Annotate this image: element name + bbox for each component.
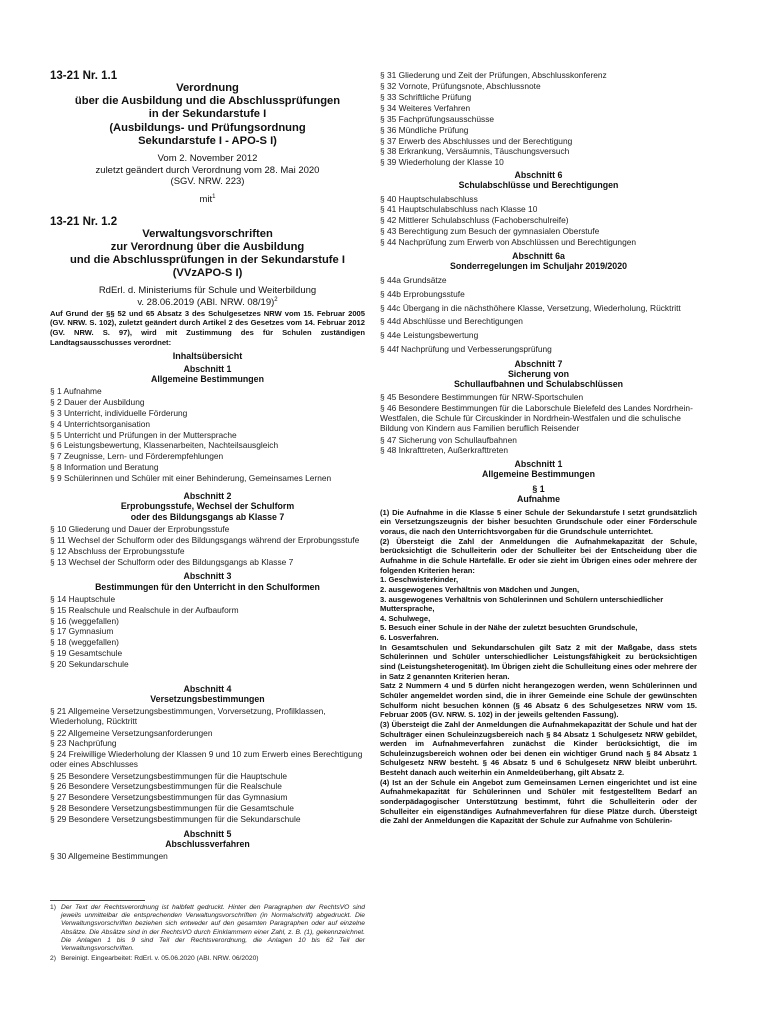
toc-item: § 22 Allgemeine Versetzungsanforderungen	[50, 727, 213, 738]
section-number: Abschnitt 5	[183, 829, 232, 840]
title-line: (Ausbildungs- und Prüfungsordnung	[109, 121, 306, 134]
toc-list	[50, 524, 365, 568]
left-column	[50, 70, 365, 862]
section-title: Allgemeine Bestimmungen	[151, 373, 264, 384]
section-heading	[380, 170, 697, 190]
toc-item: § 20 Sekundarschule	[50, 659, 129, 670]
toc-item: § 37 Erwerb des Abschlusses und der Berechtigung	[380, 135, 573, 146]
section-number: Abschnitt 1	[183, 363, 232, 374]
toc-item: § 9 Schülerinnen und Schüler mit einer Behinderung, Gemeinsames Lernen	[50, 473, 332, 484]
toc-item: § 44c Übergang in die nächsthöhere Klasse, Versetzung, Wiederholung, Rücktritt	[380, 303, 681, 314]
toc-item: § 36 Mündliche Prüfung	[380, 124, 469, 135]
section-title: Abschlussverfahren	[165, 839, 250, 850]
date-line: zuletzt geändert durch Verordnung vom 28. Mai 2020	[95, 164, 320, 176]
title-line: über die Ausbildung und die Abschlussprüfungen	[74, 95, 341, 108]
paragraph-heading	[380, 484, 697, 504]
toc-item: § 44f Nachprüfung und Verbesserungsprüfung	[380, 344, 552, 355]
section-title: oder des Bildungsgangs ab Klasse 7	[130, 511, 285, 522]
section-title: Schulabschlüsse und Berechtigungen	[458, 180, 619, 191]
administrative-title	[50, 228, 365, 281]
decree-info	[50, 285, 365, 308]
toc-item: § 18 (weggefallen)	[50, 637, 119, 648]
regulation-title	[50, 82, 365, 148]
criteria-item: 5. Besuch einer Schule in der Nähe der zuletzt besuchten Grundschule,	[380, 623, 638, 633]
toc-item: § 39 Wiederholung der Klasse 10	[380, 157, 504, 168]
toc-item: § 38 Erkrankung, Versäumnis, Täuschungsversuch	[380, 146, 570, 157]
toc-item: § 30 Allgemeine Bestimmungen	[50, 851, 168, 862]
toc-item: § 6 Leistungsbewertung, Klassenarbeiten, Nachteilsausgleich	[50, 440, 279, 451]
toc-item: § 26 Besondere Versetzungsbestimmungen für die Realschule	[50, 781, 282, 792]
toc-item: § 45 Besondere Bestimmungen für NRW-Sportschulen	[380, 392, 584, 403]
footnote-text: Bereinigt. Eingearbeitet: RdErl. v. 05.06.2020 (ABl. NRW. 06/2020)	[61, 955, 259, 963]
decree-line	[50, 297, 365, 309]
toc-item: § 16 (weggefallen)	[50, 615, 119, 626]
footnote-number: 1)	[50, 904, 56, 911]
title-line: Sekundarstufe I - APO-S I)	[138, 134, 277, 147]
toc-item: § 31 Gliederung und Zeit der Prüfungen, Abschlusskonferenz	[380, 70, 607, 80]
toc-item: § 3 Unterricht, individuelle Förderung	[50, 407, 188, 418]
footnote-ref-2: 2	[274, 297, 278, 304]
decree-line: RdErl. d. Ministeriums für Schule und Weiterbildung	[98, 285, 317, 297]
section-title: Bestimmungen für den Unterricht in den Schulformen	[95, 581, 320, 592]
title-line: und die Abschlussprüfungen in der Sekundarstufe I	[70, 254, 345, 266]
toc-item: § 40 Hauptschulabschluss	[380, 193, 478, 204]
toc-item: § 42 Mittlerer Schulabschluss (Fachoberschulreife)	[380, 215, 569, 226]
toc-item: § 2 Dauer der Ausbildung	[50, 396, 145, 407]
toc-item: § 47 Sicherung von Schullaufbahnen	[380, 434, 517, 445]
title-line: in der Sekundarstufe I	[148, 108, 267, 121]
toc-item: § 7 Zeugnisse, Lern- und Förderempfehlungen	[50, 451, 224, 462]
section-heading	[380, 359, 697, 389]
toc-item: § 23 Nachprüfung	[50, 738, 117, 749]
toc-item: § 27 Besondere Versetzungsbestimmungen für das Gymnasium	[50, 792, 288, 803]
toc-item: § 29 Besondere Versetzungsbestimmungen für die Sekundarschule	[50, 814, 301, 825]
decree-date: v. 28.06.2019 (ABl. NRW. 08/19)	[137, 297, 275, 309]
title-line: Verordnung	[176, 82, 239, 94]
paragraph: In Gesamtschulen und Sekundarschulen gilt Satz 2 mit der Maßgabe, dass stets Schülerinnen und Schüler unterschiedlicher Leistungsfähigkeit zu berücksichtigen sind (Leistungsheterogenität). Im Übrigen zieht die Schulleitung eines oder mehrere der in Satz 2 genannten Kriterien heran.	[380, 642, 697, 681]
paragraph-number: § 1	[532, 483, 545, 494]
section-number: Abschnitt 6a	[512, 251, 565, 262]
regulation-body	[380, 508, 697, 826]
reference-number-1: 13-21 Nr. 1.1	[50, 70, 118, 82]
title-line: zur Verordnung über die Ausbildung	[110, 240, 305, 253]
toc-list	[50, 386, 365, 483]
footnote-ref-1: 1	[212, 193, 216, 200]
toc-item: § 44 Nachprüfung zum Erwerb von Abschlüssen und Berechtigungen	[380, 237, 637, 248]
title-line: (VVzAPO-S I)	[172, 267, 243, 280]
toc-item: § 24 Freiwillige Wiederholung der Klassen 9 und 10 zum Erwerb eines Berechtigung oder eines Abschlusses	[50, 749, 363, 770]
criteria-item: 6. Losverfahren.	[380, 633, 439, 643]
toc-list	[380, 194, 697, 249]
toc-item: § 12 Abschluss der Erprobungsstufe	[50, 545, 185, 556]
section-title: Sicherung von	[507, 369, 570, 380]
criteria-item: 3. ausgewogenes Verhältnis von Schülerinnen und Schülern unterschiedlicher Muttersprache,	[380, 594, 664, 614]
toc-list	[50, 594, 365, 670]
section-number: Abschnitt 6	[514, 170, 563, 181]
criteria-item: 2. ausgewogenes Verhältnis von Mädchen und Jungen,	[380, 584, 580, 594]
toc-list	[50, 706, 365, 825]
paragraph: Satz 2 Nummern 4 und 5 dürfen nicht herangezogen werden, wenn Schülerinnen und Schüler angemeldet worden sind, die in ihrer Gemeinde eine Schule der gewünschten Schulform nicht besuchen können (§ 46 Absatz 6 des Schulgesetzes NRW vom 15. Februar 2005 (GV. NRW. S. 102) in der jeweils geltenden Fassung).	[380, 681, 697, 720]
footnotes	[50, 904, 365, 963]
paragraph: (2) Übersteigt die Zahl der Anmeldungen die Aufnahmekapazität der Schule, berücksichtigt die Schulleiterin oder der Schulleiter bei der Entscheidung über die Aufnahme in die Schule Härtefälle. Er oder sie zieht im Übrigen eines oder mehrere der folgenden Kriterien heran:	[380, 536, 697, 575]
footnote-number: 2)	[50, 955, 56, 963]
mit-text: mit	[199, 193, 213, 205]
footnote-divider	[50, 900, 145, 901]
toc-item: § 44d Abschlüsse und Berechtigungen	[380, 316, 523, 327]
section-title: Allgemeine Bestimmungen	[482, 469, 595, 480]
section-heading	[50, 571, 365, 591]
toc-item: § 44e Leistungsbewertung	[380, 330, 479, 341]
toc-item: § 33 Schriftliche Prüfung	[380, 91, 472, 102]
section-heading	[50, 491, 365, 521]
regulation-date	[50, 153, 365, 205]
toc-item: § 44b Erprobungsstufe	[380, 289, 465, 300]
section-number: Abschnitt 1	[514, 459, 563, 470]
toc-item: § 5 Unterricht und Prüfungen in der Muttersprache	[50, 429, 237, 440]
section-number: Abschnitt 2	[183, 491, 232, 502]
right-column	[380, 70, 697, 826]
toc-item: § 1 Aufnahme	[50, 385, 102, 396]
toc-item: § 19 Gesamtschule	[50, 648, 123, 659]
section-number: Abschnitt 4	[183, 684, 232, 695]
paragraph: (4) Ist an der Schule ein Angebot zum Gemeinsamen Lernen eingerichtet und ist eine Aufnahmekapazität für Schülerinnen und Schüler mit festgestelltem Bedarf an sonderpädagogischer Unterstützung bestimmt, führt die Schulleiterin oder der Schulleiter ein eigenständiges Aufnahmeverfahren für diese Plätze durch. Übersteigt die Zahl der Anmeldungen die Kapazität der Schule zur Aufnahme von Schülerin-	[380, 777, 697, 826]
section-title: Versetzungsbestimmungen	[150, 694, 265, 705]
section-heading	[50, 684, 365, 704]
section-title: Schullaufbahnen und Schulabschlüssen	[453, 379, 624, 390]
toc-item: § 8 Information und Beratung	[50, 462, 159, 473]
toc-item: § 35 Fachprüfungsausschüsse	[380, 113, 495, 124]
toc-title: Inhaltsübersicht	[172, 350, 243, 361]
paragraph-title: Aufnahme	[516, 493, 560, 504]
date-line: Vom 2. November 2012	[157, 153, 258, 165]
toc-item: § 15 Realschule und Realschule in der Aufbauform	[50, 604, 239, 615]
toc-list	[50, 851, 365, 862]
paragraph: (1) Die Aufnahme in die Klasse 5 einer Schule der Sekundarstufe I setzt grundsätzlich ein Versetzungszeugnis der bisher besuchten Grundschule oder einer Förderschule voraus, die nach den Unterrichtsvorgaben für die Grundschule unterrichtet.	[380, 507, 697, 537]
toc-item: § 46 Besondere Bestimmungen für die Laborschule Bielefeld des Landes Nordrhein-Westfalen, die Schule für Circuskinder in Nordrhein-Westfalen und die schulische Bildung von Kindern aus Familien beruflich Reisender	[380, 403, 693, 434]
reference-number-2: 13-21 Nr. 1.2	[50, 215, 118, 228]
footnote	[50, 904, 365, 953]
toc-item: § 48 Inkrafttreten, Außerkrafttreten	[380, 445, 509, 456]
section-heading	[50, 364, 365, 384]
toc-list	[380, 70, 697, 168]
toc-item: § 41 Hauptschulabschluss nach Klasse 10	[380, 204, 538, 215]
section-heading	[50, 829, 365, 849]
footnote-text: Der Text der Rechtsverordnung ist halbfett gedruckt. Hinter den Paragraphen der RechtsVO sind jeweils unmittelbar die entsprechenden Verwaltungsvorschriften (in Normalschrift) abgedruckt. Die Verwaltungsvorschriften beziehen sich entweder auf den gesamten Paragraphen oder auf einzelne Absätze. Die Absätze sind in der RechtsVO durch Einklammern einer Zahl, z. B. (1), gekennzeichnet. Die Anlagen 1 bis 9 sind Teil der Rechtsverordnung, die Anlagen 10 bis 62 Teil der Verwaltungsvorschriften.	[61, 904, 365, 952]
toc-item: § 44a Grundsätze	[380, 275, 447, 286]
toc-item: § 17 Gymnasium	[50, 626, 114, 637]
section-title: Erprobungsstufe, Wechsel der Schulform	[120, 501, 295, 512]
paragraph: (3) Übersteigt die Zahl der Anmeldungen die Aufnahmekapazität der Schule und hat der Schulträger einen Schuleinzugsbereich nach § 84 Absatz 1 Schulgesetz NRW gebildet, werden im Aufnahmeverfahren zunächst die Kinder berücksichtigt, die im Schuleinzugsbereich wohnen oder bei denen ein wichtiger Grund nach § 84 Absatz 1 Schulgesetz NRW besteht. § 46 Absatz 5 und 6 Schulgesetz NRW bleibt unberührt. Besteht danach auch weiterhin ein Anmeldeüberhang, gilt Absatz 2.	[380, 719, 697, 778]
section-heading	[380, 251, 697, 271]
toc-item: § 10 Gliederung und Dauer der Erprobungsstufe	[50, 523, 230, 534]
toc-item: § 11 Wechsel der Schulform oder des Bildungsgangs während der Erprobungsstufe	[50, 534, 360, 545]
toc-list	[380, 275, 697, 355]
title-line: Verwaltungsvorschriften	[142, 227, 273, 240]
toc-item: § 21 Allgemeine Versetzungsbestimmungen, Vorversetzung, Profilklassen, Wiederholung, Rücktritt	[50, 706, 326, 727]
section-title: Sonderregelungen im Schuljahr 2019/2020	[450, 261, 627, 272]
criteria-item: 4. Schulwege,	[380, 613, 431, 623]
mit-line	[50, 194, 365, 206]
criteria-item: 1. Geschwisterkinder,	[380, 575, 459, 585]
toc-list	[380, 392, 697, 456]
toc-item: § 4 Unterrichtsorganisation	[50, 418, 151, 429]
toc-item: § 25 Besondere Versetzungsbestimmungen für die Hauptschule	[50, 770, 287, 781]
toc-item: § 28 Besondere Versetzungsbestimmungen für die Gesamtschule	[50, 803, 294, 814]
preamble: Auf Grund der §§ 52 und 65 Absatz 3 des Schulgesetzes NRW vom 15. Februar 2005 (GV. NRW. S. 102), zuletzt geändert durch Artikel 2 des Gesetzes vom 14. Februar 2012 (GV. NRW. S. 97), wird mit Zustimmung des für Schulen zuständigen Landtagsausschusses verordnet:	[50, 308, 365, 347]
section-number: Abschnitt 3	[183, 571, 232, 582]
toc-item: § 34 Weiteres Verfahren	[380, 102, 471, 113]
section-heading	[380, 459, 697, 479]
section-number: Abschnitt 7	[514, 359, 563, 370]
toc-item: § 14 Hauptschule	[50, 593, 116, 604]
toc-item: § 32 Vornote, Prüfungsnote, Abschlussnote	[380, 80, 541, 91]
toc-item: § 13 Wechsel der Schulform oder des Bildungsgangs ab Klasse 7	[50, 556, 294, 567]
date-line: (SGV. NRW. 223)	[170, 176, 245, 188]
footnote	[50, 955, 365, 963]
toc-item: § 43 Berechtigung zum Besuch der gymnasialen Oberstufe	[380, 226, 600, 237]
